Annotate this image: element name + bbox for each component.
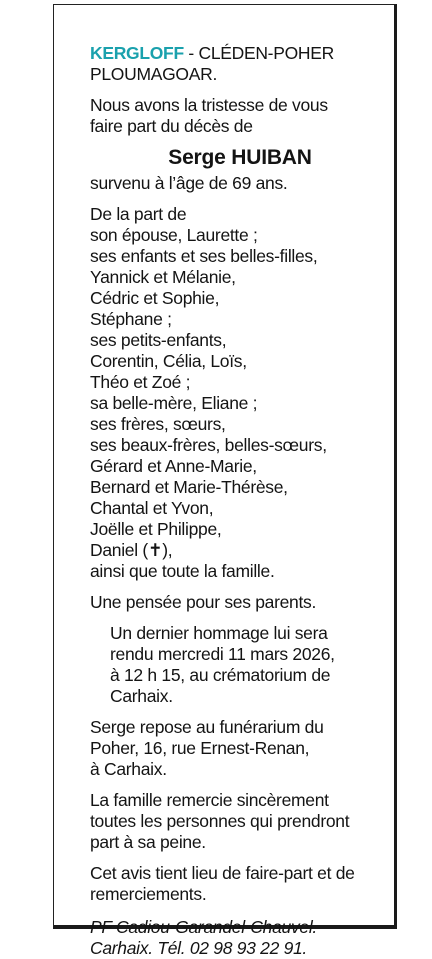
deceased-first-name: Serge: [168, 146, 232, 169]
ceremony-line: à 12 h 15, au crématorium de: [110, 665, 331, 685]
obituary-notice: [53, 4, 397, 958]
family-paragraph: [90, 204, 390, 582]
family-line: son épouse, Laurette ;: [90, 225, 258, 245]
notice-line: remerciements.: [90, 884, 207, 904]
thanks-line: part à sa peine.: [90, 832, 206, 852]
ceremony-line: Carhaix.: [110, 686, 173, 706]
family-line: Bernard et Marie-Thérèse,: [90, 477, 288, 497]
family-line: Théo et Zoé ;: [90, 372, 191, 392]
place-rest: - CLÉDEN-POHER: [183, 43, 334, 63]
family-line: sa belle-mère, Eliane ;: [90, 393, 258, 413]
family-line: Joëlle et Philippe,: [90, 519, 222, 539]
notice-line: Cet avis tient lieu de faire-part et de: [90, 863, 355, 883]
family-line: Chantal et Yvon,: [90, 498, 214, 518]
family-line: ses beaux-frères, belles-sœurs,: [90, 435, 327, 455]
family-line: ainsi que toute la famille.: [90, 561, 275, 581]
ceremony-line: Un dernier hommage lui sera: [110, 623, 328, 643]
notice-header: [90, 43, 390, 85]
rest-place-line: à Carhaix.: [90, 759, 167, 779]
intro-line: faire part du décès de: [90, 116, 253, 136]
age-line: survenu à l’âge de 69 ans.: [90, 173, 288, 193]
place-line-2: PLOUMAGOAR.: [90, 64, 218, 84]
thought-line: Une pensée pour ses parents.: [90, 592, 317, 612]
notice-paragraph: [90, 863, 390, 905]
footer-line: PF Cadiou-Garandel-Chauvel.: [90, 917, 317, 937]
family-line: Gérard et Anne-Marie,: [90, 456, 257, 476]
family-line: Stéphane ;: [90, 309, 172, 329]
family-line: ses frères, sœurs,: [90, 414, 226, 434]
family-line: ses petits-enfants,: [90, 330, 227, 350]
family-line: Corentin, Célia, Loïs,: [90, 351, 247, 371]
funeral-home-footer: [90, 917, 390, 959]
rest-place-line: Poher, 16, rue Ernest-Renan,: [90, 738, 310, 758]
family-line: Yannick et Mélanie,: [90, 267, 236, 287]
deceased-name: [90, 145, 390, 171]
rest-place-line: Serge repose au funérarium du: [90, 717, 324, 737]
place-highlight: KERGLOFF: [90, 43, 184, 63]
thought-paragraph: [90, 592, 390, 613]
deceased-last-name: HUIBAN: [231, 146, 312, 169]
family-line: De la part de: [90, 204, 187, 224]
thanks-paragraph: [90, 790, 390, 853]
rest-place-paragraph: [90, 717, 390, 780]
thanks-line: La famille remercie sincèrement: [90, 790, 329, 810]
family-line: ses enfants et ses belles-filles,: [90, 246, 318, 266]
thanks-line: toutes les personnes qui prendront: [90, 811, 350, 831]
age-paragraph: [90, 173, 390, 194]
family-line: Cédric et Sophie,: [90, 288, 220, 308]
family-line: Daniel (✝),: [90, 540, 173, 560]
notice-content: [90, 43, 390, 959]
footer-line: Carhaix. Tél. 02 98 93 22 91.: [90, 938, 307, 958]
intro-line: Nous avons la tristesse de vous: [90, 95, 328, 115]
ceremony-paragraph: [90, 623, 390, 707]
ceremony-line: rendu mercredi 11 mars 2026,: [110, 644, 335, 664]
intro-paragraph: [90, 95, 390, 137]
